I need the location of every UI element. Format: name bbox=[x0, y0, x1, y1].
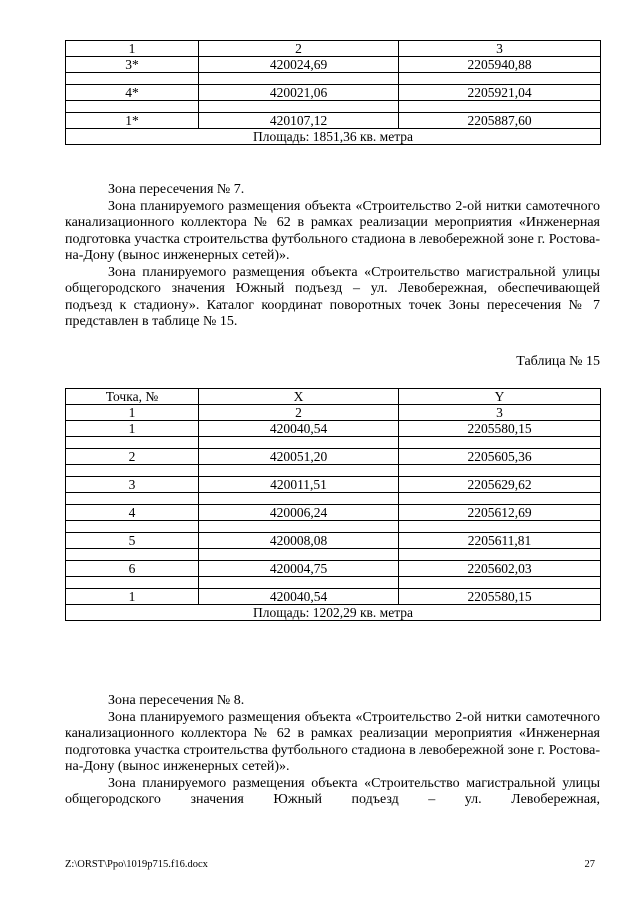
y-cell: 2205940,88 bbox=[399, 57, 601, 73]
header-point: Точка, № bbox=[66, 389, 199, 405]
zone-8-paragraph-2: Зона планируемого размещения объекта «Строительство магистральной улицы общегородского значения Южный подъезд – ул. Левобережная, bbox=[65, 775, 600, 807]
x-cell: 420006,24 bbox=[199, 505, 399, 521]
x-cell: 420008,08 bbox=[199, 533, 399, 549]
spacer-row bbox=[66, 521, 601, 533]
y-cell: 2205580,15 bbox=[399, 421, 601, 437]
col-number-1: 1 bbox=[66, 405, 199, 421]
point-cell: 4 bbox=[66, 505, 199, 521]
spacer-row bbox=[66, 73, 601, 85]
table-row bbox=[66, 505, 601, 521]
zone-7-paragraph-2: Зона планируемого размещения объекта «Строительство магистральной улицы общегородского значения Южный подъезд – ул. Левобережная, обеспечивающей подъезд к стадиону». Каталог координат поворотных точек Зоны пересечения № 7 представлен в таблице № 15. bbox=[65, 264, 600, 329]
zone-7-section bbox=[65, 182, 600, 331]
zone-8-title: Зона пересечения № 8. bbox=[108, 693, 245, 708]
coordinates-table-15 bbox=[65, 388, 601, 621]
document-path: Z:\ORST\Ppo\1019p715.f16.docx bbox=[65, 859, 208, 870]
point-cell: 1 bbox=[66, 421, 199, 437]
area-row bbox=[66, 605, 601, 621]
table-row bbox=[66, 589, 601, 605]
spacer-row bbox=[66, 493, 601, 505]
point-cell: 2 bbox=[66, 449, 199, 465]
y-cell: 2205921,04 bbox=[399, 85, 601, 101]
x-cell: 420024,69 bbox=[199, 57, 399, 73]
spacer-row bbox=[66, 549, 601, 561]
header-x: X bbox=[199, 389, 399, 405]
spacer-row bbox=[66, 465, 601, 477]
table-number-row bbox=[66, 405, 601, 421]
y-cell: 2205602,03 bbox=[399, 561, 601, 577]
col-number-3: 3 bbox=[399, 405, 601, 421]
table-row bbox=[66, 561, 601, 577]
col-number-1: 1 bbox=[66, 41, 199, 57]
zone-8-section bbox=[65, 693, 600, 809]
spacer-row bbox=[66, 437, 601, 449]
table-row bbox=[66, 449, 601, 465]
area-total: Площадь: 1202,29 кв. метра bbox=[66, 605, 601, 621]
y-cell: 2205887,60 bbox=[399, 113, 601, 129]
point-cell: 3* bbox=[66, 57, 199, 73]
spacer-row bbox=[66, 577, 601, 589]
spacer-row bbox=[66, 101, 601, 113]
area-row bbox=[66, 129, 601, 145]
zone-8-paragraph-1: Зона планируемого размещения объекта «Строительство 2-ой нитки самотечного канализационного коллектора № 62 в рамках реализации мероприятия «Инженерная подготовка участка строительства футбольного стадиона в левобережной зоне г. Ростова-на-Дону (вынос инженерных сетей)». bbox=[65, 709, 600, 774]
point-cell: 4* bbox=[66, 85, 199, 101]
page-number: 27 bbox=[584, 859, 595, 870]
zone-7-paragraph-1: Зона планируемого размещения объекта «Строительство 2-ой нитки самотечного канализационного коллектора № 62 в рамках реализации мероприятия «Инженерная подготовка участка строительства футбольного стадиона в левобережной зоне г. Ростова-на-Дону (вынос инженерных сетей)». bbox=[65, 198, 600, 263]
y-cell: 2205612,69 bbox=[399, 505, 601, 521]
point-cell: 6 bbox=[66, 561, 199, 577]
table-row bbox=[66, 113, 601, 129]
col-number-2: 2 bbox=[199, 405, 399, 421]
x-cell: 420011,51 bbox=[199, 477, 399, 493]
table-row bbox=[66, 477, 601, 493]
x-cell: 420004,75 bbox=[199, 561, 399, 577]
table-row bbox=[66, 421, 601, 437]
x-cell: 420051,20 bbox=[199, 449, 399, 465]
y-cell: 2205605,36 bbox=[399, 449, 601, 465]
header-y: Y bbox=[399, 389, 601, 405]
table-15-caption: Таблица № 15 bbox=[516, 354, 600, 369]
point-cell: 5 bbox=[66, 533, 199, 549]
col-number-3: 3 bbox=[399, 41, 601, 57]
point-cell: 1 bbox=[66, 589, 199, 605]
table-row bbox=[66, 57, 601, 73]
y-cell: 2205580,15 bbox=[399, 589, 601, 605]
table-row bbox=[66, 533, 601, 549]
point-cell: 3 bbox=[66, 477, 199, 493]
col-number-2: 2 bbox=[199, 41, 399, 57]
y-cell: 2205629,62 bbox=[399, 477, 601, 493]
point-cell: 1* bbox=[66, 113, 199, 129]
zone-7-title: Зона пересечения № 7. bbox=[108, 182, 245, 197]
coordinates-table-continued bbox=[65, 40, 601, 145]
x-cell: 420107,12 bbox=[199, 113, 399, 129]
x-cell: 420040,54 bbox=[199, 589, 399, 605]
area-total: Площадь: 1851,36 кв. метра bbox=[66, 129, 601, 145]
x-cell: 420021,06 bbox=[199, 85, 399, 101]
table-row bbox=[66, 85, 601, 101]
y-cell: 2205611,81 bbox=[399, 533, 601, 549]
table-header-row bbox=[66, 389, 601, 405]
x-cell: 420040,54 bbox=[199, 421, 399, 437]
table-number-row bbox=[66, 41, 601, 57]
